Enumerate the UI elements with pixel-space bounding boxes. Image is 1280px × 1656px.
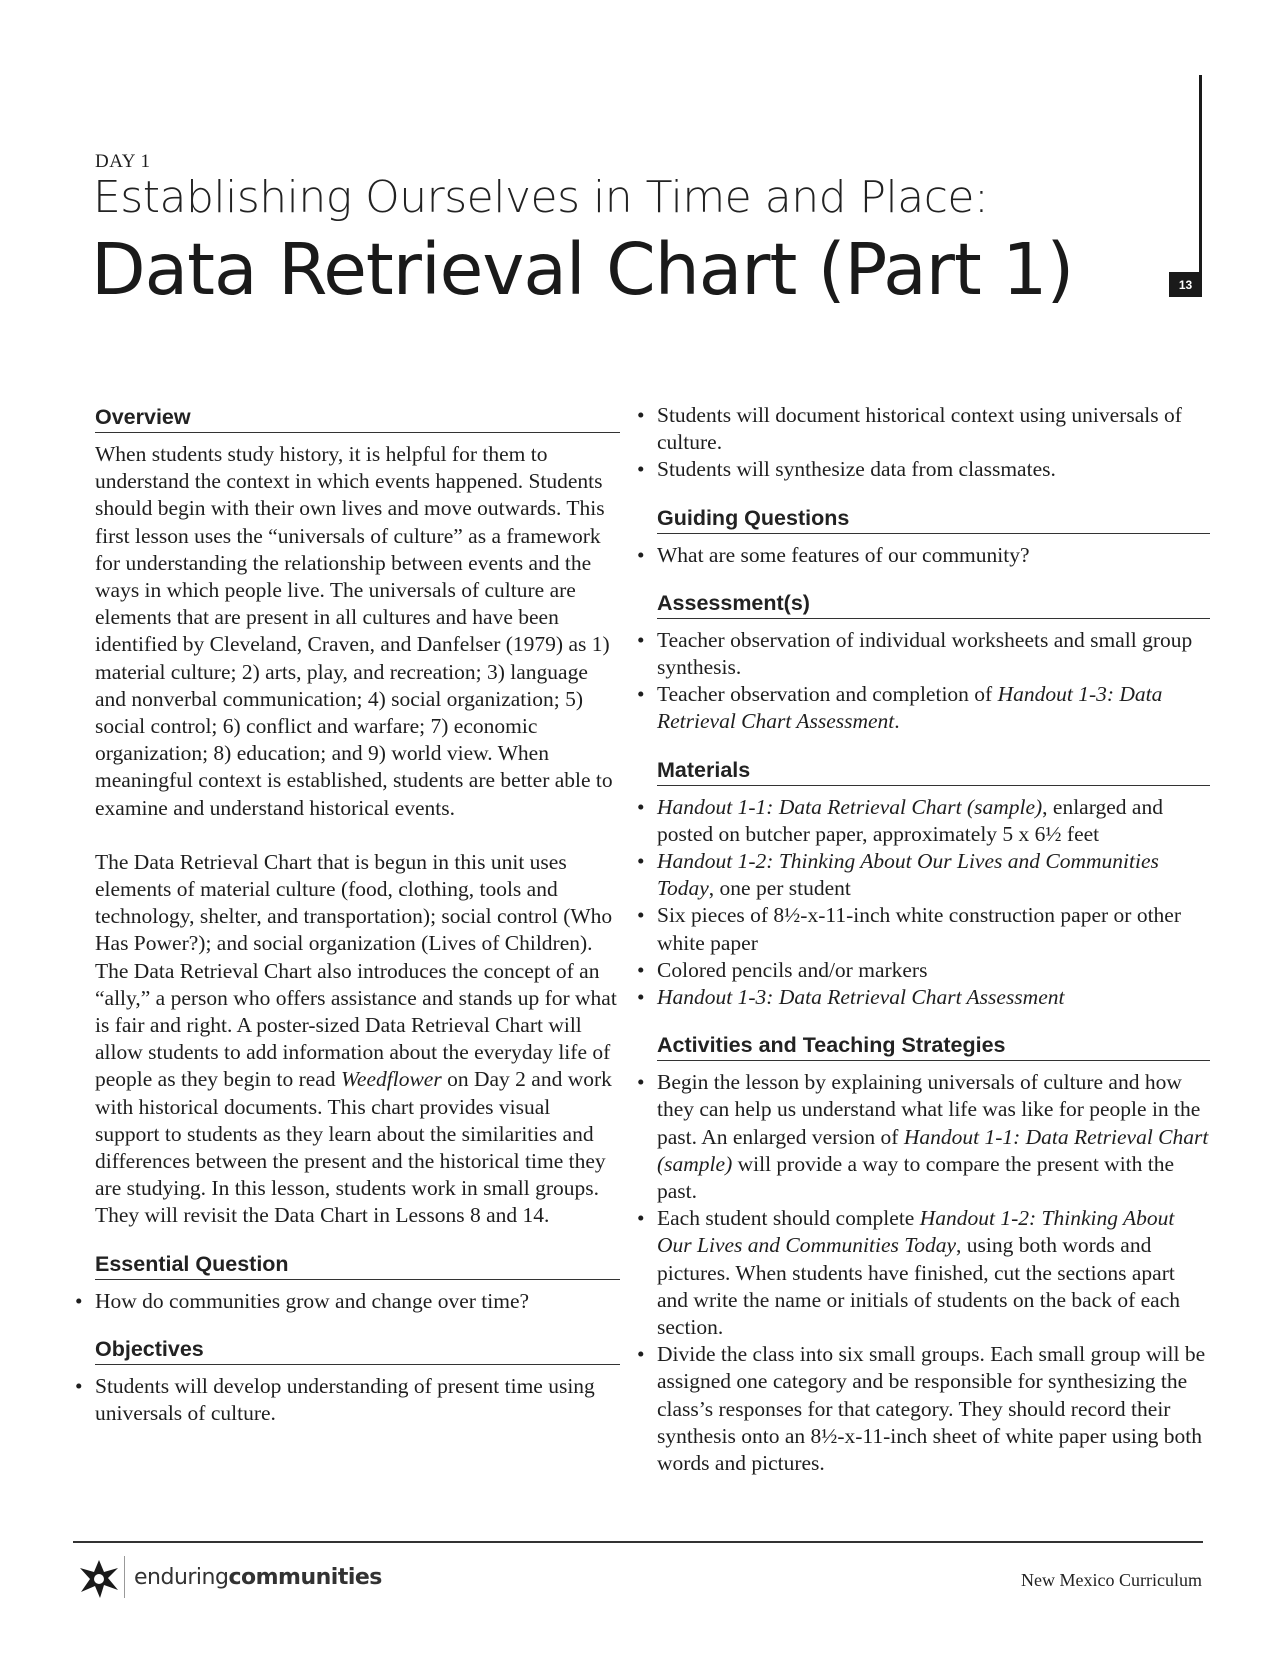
guiding-questions-list	[657, 542, 1210, 569]
materials-list	[657, 794, 1210, 1012]
list-item: • Each student should complete Handout 1-2: Thinking About Our Lives and Communities Today, using both words and pictures. When students have finished, cut the sections apart and write the name or initials of students on the back of each section.	[635, 1205, 1210, 1341]
overview-paragraph-1: When students study history, it is helpful for them to understand the context in which events happened. Students should begin with their own lives and move outwards. This first lesson uses the “universals of culture” as a framework for understanding the relationship between events and the ways in which people live. The universals of culture are elements that are present in all cultures and have been identified by Cleveland, Craven, and Danfelser (1979) as 1) material culture; 2) arts, play, and recreation; 3) language and nonverbal communication; 4) social organization; 5) social control; 6) conflict and warfare; 7) economic organization; 8) education; and 9) world view. When meaningful context is established, students are better able to examine and understand historical events.	[95, 442, 613, 820]
overview-paragraph-2: The Data Retrieval Chart that is begun in this unit uses elements of material culture (food, clothing, tools and technology, shelter, and transportation); social control (Who Has Power?); and social organization (Lives of Children). The Data Retrieval Chart also introduces the concept of an “ally,” a person who offers assistance and stands up for what is fair and right. A poster-sized Data Retrieval Chart will allow students to add information about the everyday life of people as they begin to read Weedflower on Day 2 and work with historical documents. This chart provides visual support to students as they learn about the similarities and differences between the present and the historical time they are studying. In this lesson, students work in small groups. They will revisit the Data Chart in Lessons 8 and 14.	[95, 849, 617, 1228]
list-item: • Colored pencils and/or markers	[635, 957, 1210, 984]
list-item: • Begin the lesson by explaining universals of culture and how they can help us understand what life was like for people in the past. An enlarged version of Handout 1-1: Data Retrieval Chart (sample) will provide a way to compare the present with the past.	[635, 1069, 1210, 1205]
list-item: • Handout 1-3: Data Retrieval Chart Assessment	[635, 984, 1210, 1011]
overview-heading: Overview	[95, 404, 620, 433]
list-item: • Students will document historical context using universals of culture.	[635, 402, 1210, 456]
list-item: • Handout 1-2: Thinking About Our Lives and Communities Today, one per student	[635, 848, 1210, 902]
materials-heading: Materials	[657, 757, 1210, 786]
logo-divider	[124, 1556, 125, 1598]
assessment-list	[657, 627, 1210, 736]
objectives-list	[95, 1373, 620, 1427]
guiding-questions-heading: Guiding Questions	[657, 505, 1210, 534]
footer-logo-text: enduringcommunities	[134, 1565, 382, 1590]
essential-question-heading: Essential Question	[95, 1251, 620, 1280]
page-number: 13	[1169, 272, 1202, 297]
activities-list	[657, 1069, 1210, 1477]
footer-curriculum-label: New Mexico Curriculum	[1021, 1570, 1202, 1590]
list-item: • What are some features of our community?	[635, 542, 1210, 569]
activities-heading: Activities and Teaching Strategies	[657, 1032, 1210, 1061]
book-title: Weedflower	[340, 1067, 442, 1092]
assessment-heading: Assessment(s)	[657, 590, 1210, 619]
list-item: • Students will develop understanding of present time using universals of culture.	[73, 1373, 620, 1427]
enduring-communities-logo-icon	[78, 1558, 120, 1600]
day-label: DAY 1	[95, 151, 151, 172]
left-column	[95, 404, 620, 1427]
list-item: • Students will synthesize data from classmates.	[635, 456, 1210, 483]
essential-question-list	[95, 1288, 620, 1315]
list-item: • Divide the class into six small groups. Each small group will be assigned one category and be responsible for synthesizing the class’s responses for that category. They should record their synthesis onto an 8½-x-11-inch sheet of white paper using both words and pictures.	[635, 1341, 1210, 1477]
right-column	[657, 402, 1210, 1477]
footer-rule	[73, 1541, 1203, 1543]
list-item: • Six pieces of 8½-x-11-inch white construction paper or other white paper	[635, 902, 1210, 956]
objectives-list-continued	[657, 402, 1210, 484]
list-item: • Handout 1-1: Data Retrieval Chart (sample), enlarged and posted on butcher paper, approximately 5 x 6½ feet	[635, 794, 1210, 848]
list-item: • Teacher observation of individual worksheets and small group synthesis.	[635, 627, 1210, 681]
page-title-line1: Establishing Ourselves in Time and Place:	[93, 172, 989, 223]
list-item: • How do communities grow and change over time?	[73, 1288, 620, 1315]
header-vertical-rule	[1199, 75, 1202, 297]
page-title-line2: Data Retrieval Chart (Part 1)	[91, 228, 1074, 311]
list-item: • Teacher observation and completion of Handout 1-3: Data Retrieval Chart Assessment.	[635, 681, 1210, 735]
objectives-heading: Objectives	[95, 1336, 620, 1365]
